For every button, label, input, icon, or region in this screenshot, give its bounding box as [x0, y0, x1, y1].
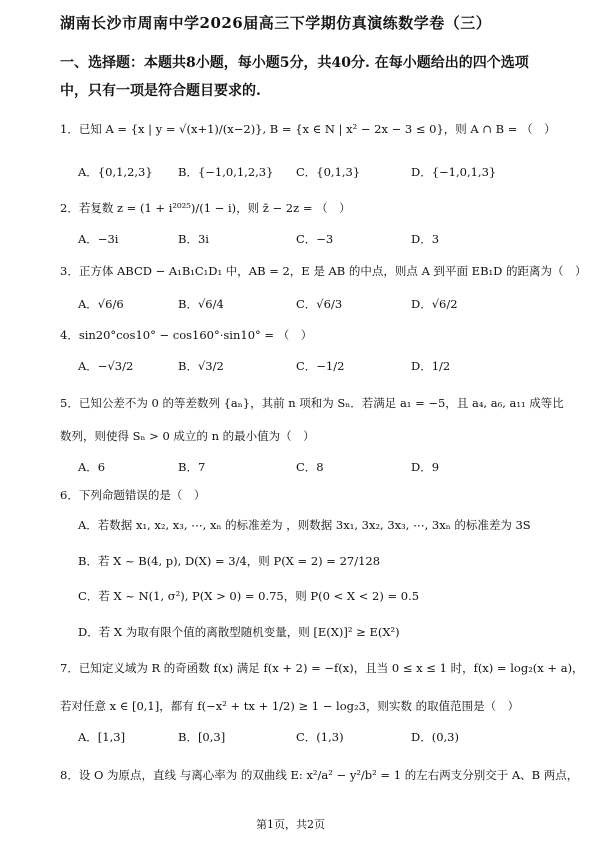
question-1-option-a[interactable]: A．{0,1,2,3}	[78, 165, 153, 179]
question-2-option-d[interactable]: D．3	[411, 232, 440, 246]
section-heading-line2: 中，只有一项是符合题目要求的.	[60, 83, 261, 99]
question-7-option-b[interactable]: B．[0,3]	[178, 730, 226, 744]
question-5-stem: 5．已知公差不为 0 的等差数列 {aₙ}，其前 n 项和为 Sₙ．若满足 a₁ = −5，且 a₄, a₆, a₁₁ 成等比	[60, 396, 564, 410]
question-2-stem: 2．若复数 z = (1 + i²⁰²⁵)/(1 − i)，则 z̄ − 2z = （ ）	[60, 201, 351, 215]
question-8-stem: 8．设 O 为原点，直线 与离心率为 的双曲线 E: x²/a² − y²/b² = 1 的左右两支分别交于 A、B 两点，	[60, 768, 579, 782]
question-4-option-c[interactable]: C．−1/2	[296, 359, 345, 373]
question-7-option-c[interactable]: C．(1,3)	[296, 730, 344, 744]
question-3-stem: 3．正方体 ABCD − A₁B₁C₁D₁ 中，AB = 2，E 是 AB 的中点，则点 A 到平面 EB₁D 的距离为（ ）	[60, 264, 587, 278]
question-6-stem: 6．下列命题错误的是（ ）	[60, 488, 206, 502]
question-4-stem: 4．sin20°cos10° − cos160°·sin10° = （ ）	[60, 328, 313, 342]
question-7-stem: 7．已知定义域为 R 的奇函数 f(x) 满足 f(x + 2) = −f(x)，且当 0 ≤ x ≤ 1 时，f(x) = log₂(x + a)，	[60, 661, 584, 675]
question-7-option-d[interactable]: D．(0,3)	[411, 730, 459, 744]
question-4-option-a[interactable]: A．−√3/2	[78, 359, 134, 373]
question-7-stem-cont: 若对任意 x ∈ [0,1]，都有 f(−x² + tx + 1/2) ≥ 1 − log₂3，则实数 的取值范围是（ ）	[60, 699, 520, 713]
question-3-option-d[interactable]: D．√6/2	[411, 297, 458, 311]
question-4-option-b[interactable]: B．√3/2	[178, 359, 224, 373]
question-6-option-b[interactable]: B．若 X ~ B(4, p), D(X) = 3/4，则 P(X = 2) = 27/128	[78, 554, 381, 568]
page-title: 湖南长沙市周南中学2026届高三下学期仿真演练数学卷（三）	[60, 14, 492, 32]
question-1-option-c[interactable]: C．{0,1,3}	[296, 165, 361, 179]
question-5-option-b[interactable]: B．7	[178, 460, 206, 474]
question-5-stem-cont: 数列，则使得 Sₙ > 0 成立的 n 的最小值为（ ）	[60, 429, 315, 443]
question-7-option-a[interactable]: A．[1,3]	[78, 730, 126, 744]
page-footer: 第1页，共2页	[256, 818, 325, 831]
section-heading-line1: 一、选择题：本题共8小题，每小题5分，共40分. 在每小题给出的四个选项	[60, 55, 529, 71]
question-6-option-a[interactable]: A．若数据 x₁, x₂, x₃, ⋯, xₙ 的标准差为 ，则数据 3x₁, 3x₂, 3x₃, ⋯, 3xₙ 的标准差为 3S	[78, 518, 531, 532]
question-4-option-d[interactable]: D．1/2	[411, 359, 451, 373]
question-3-option-c[interactable]: C．√6/3	[296, 297, 343, 311]
question-3-option-a[interactable]: A．√6/6	[78, 297, 124, 311]
question-2-option-b[interactable]: B．3i	[178, 232, 209, 246]
question-5-option-c[interactable]: C．8	[296, 460, 324, 474]
question-1-option-d[interactable]: D．{−1,0,1,3}	[411, 165, 497, 179]
question-6-option-d[interactable]: D．若 X 为取有限个值的离散型随机变量，则 [E(X)]² ≥ E(X²)	[78, 625, 400, 639]
question-5-option-a[interactable]: A．6	[78, 460, 106, 474]
question-3-option-b[interactable]: B．√6/4	[178, 297, 224, 311]
question-1-stem: 1．已知 A = {x | y = √(x+1)/(x−2)}, B = {x ∈ N | x² − 2x − 3 ≤ 0}，则 A ∩ B = （ ）	[60, 122, 556, 136]
question-5-option-d[interactable]: D．9	[411, 460, 440, 474]
question-2-option-a[interactable]: A．−3i	[78, 232, 119, 246]
question-1-option-b[interactable]: B．{−1,0,1,2,3}	[178, 165, 274, 179]
question-2-option-c[interactable]: C．−3	[296, 232, 334, 246]
question-6-option-c[interactable]: C．若 X ~ N(1, σ²), P(X > 0) = 0.75，则 P(0 < X < 2) = 0.5	[78, 589, 420, 603]
